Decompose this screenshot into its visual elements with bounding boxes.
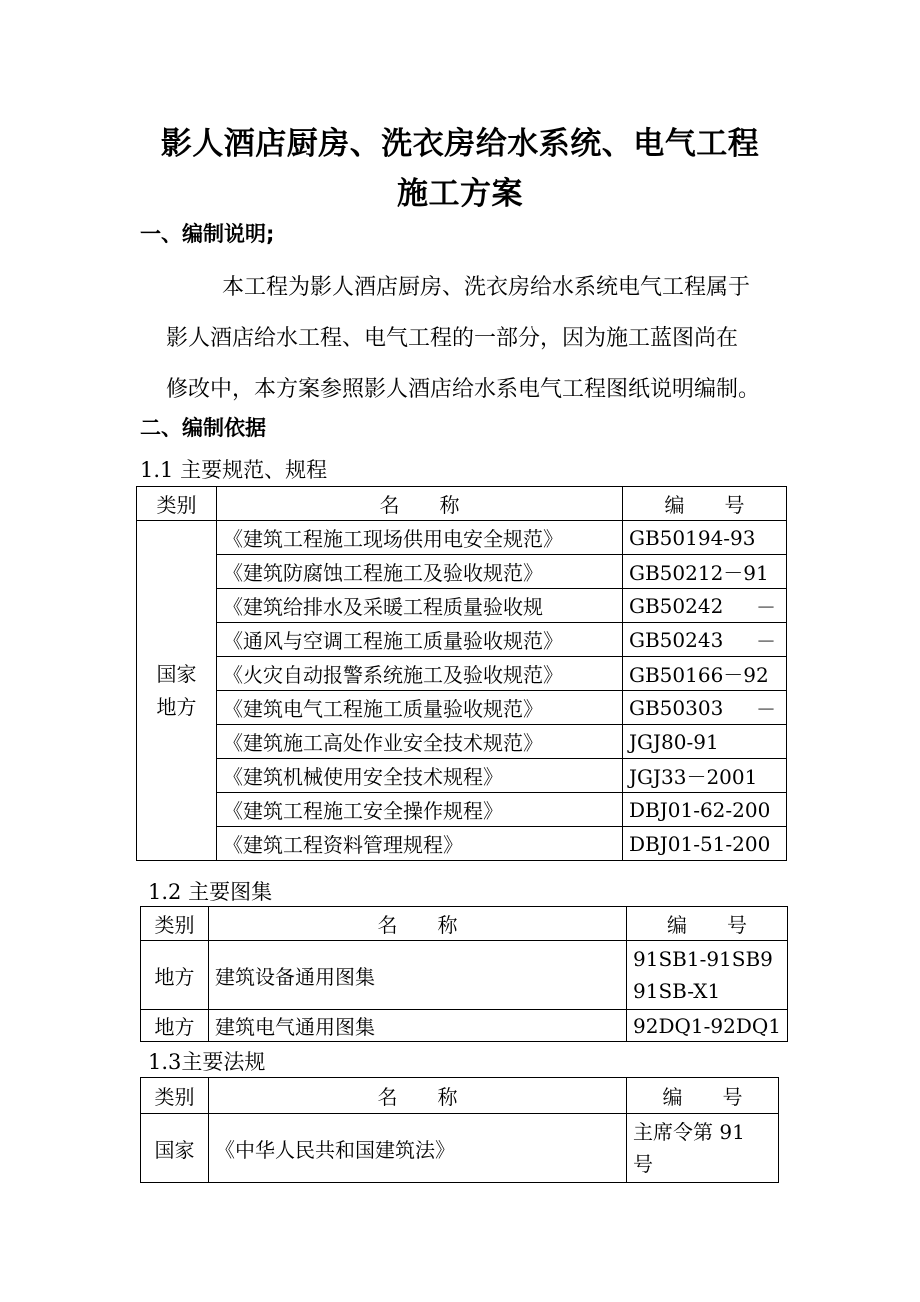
header-code: 编 号	[623, 487, 787, 521]
law-name: 《中华人民共和国建筑法》	[209, 1114, 627, 1183]
header-name: 名 称	[209, 907, 627, 941]
section2-heading: 二、编制依据	[140, 415, 266, 440]
table-header-row	[137, 487, 787, 521]
standard-name: 《建筑防腐蚀工程施工及验收规范》	[217, 555, 623, 589]
standard-code: GB50243	[629, 627, 724, 652]
standard-code-cell	[623, 691, 787, 725]
category-cell	[137, 521, 217, 861]
standard-code-cell	[623, 657, 787, 691]
law-code: 主席令第 91	[633, 1120, 745, 1144]
header-category: 类别	[137, 487, 217, 521]
standard-name: 《建筑机械使用安全技术规程》	[217, 759, 623, 793]
standard-code-cell	[623, 623, 787, 657]
category-text: 国家	[156, 661, 197, 686]
table2-caption: 1.2 主要图集	[148, 880, 273, 904]
table-row	[137, 725, 787, 759]
table1-caption: 1.1 主要规范、规程	[140, 458, 328, 482]
standard-code: JGJ33－2001	[629, 765, 758, 789]
standard-code: GB50166－92	[629, 663, 769, 687]
table-row	[137, 691, 787, 725]
code-dash: －	[756, 697, 776, 721]
table-row	[137, 657, 787, 691]
document-title-line2: 施工方案	[397, 176, 523, 212]
table-row	[137, 589, 787, 623]
standard-code-cell	[623, 793, 787, 827]
table-row	[137, 555, 787, 589]
table3-caption: 1.3主要法规	[148, 1050, 266, 1074]
code-dash: －	[756, 629, 776, 653]
header-code: 编 号	[627, 907, 788, 941]
atlas-name: 建筑电气通用图集	[209, 1010, 627, 1042]
table-row	[137, 521, 787, 555]
standard-code: GB50212－91	[629, 561, 769, 585]
standards-table	[136, 486, 787, 861]
laws-table	[140, 1077, 779, 1183]
category-cell: 国家	[141, 1114, 209, 1183]
atlas-name: 建筑设备通用图集	[209, 941, 627, 1010]
table-row	[137, 759, 787, 793]
standard-code-cell	[623, 555, 787, 589]
standard-name: 《建筑工程施工现场供用电安全规范》	[217, 521, 623, 555]
header-category: 类别	[141, 1078, 209, 1114]
atlas-code-cell	[627, 941, 788, 1010]
standard-code-cell	[623, 759, 787, 793]
document-title-line1: 影人酒店厨房、洗衣房给水系统、电气工程	[160, 126, 760, 162]
standard-name: 《通风与空调工程施工质量验收规范》	[217, 623, 623, 657]
law-code: 号	[633, 1152, 653, 1176]
header-category: 类别	[141, 907, 209, 941]
standard-code: JGJ80-91	[629, 729, 719, 754]
standard-code: GB50194-93	[629, 525, 756, 550]
table-row	[141, 941, 788, 1010]
table-header-row	[141, 907, 788, 941]
category-text: 地方	[156, 694, 197, 719]
table-row	[137, 793, 787, 827]
code-dash: －	[756, 595, 776, 619]
header-name: 名 称	[209, 1078, 627, 1114]
standard-code-cell	[623, 725, 787, 759]
section1-heading: 一、编制说明;	[140, 222, 275, 246]
standard-name: 《建筑给排水及采暖工程质量验收规	[217, 589, 623, 623]
standard-name: 《建筑电气工程施工质量验收规范》	[217, 691, 623, 725]
table-row	[141, 1010, 788, 1042]
header-code: 编 号	[627, 1078, 779, 1114]
law-code-cell	[627, 1114, 779, 1183]
atlas-code: 91SB1-91SB9	[633, 947, 773, 971]
table-row	[137, 827, 787, 861]
table-row	[137, 623, 787, 657]
category-cell: 地方	[141, 1010, 209, 1042]
standard-code: DBJ01-51-200	[629, 831, 771, 856]
paragraph-line: 修改中，本方案参照影人酒店给水系电气工程图纸说明编制。	[166, 377, 761, 402]
section1-paragraph	[166, 262, 788, 415]
atlas-code: 92DQ1-92DQ1	[627, 1010, 788, 1042]
category-cell: 地方	[141, 941, 209, 1010]
atlas-code: 91SB-X1	[633, 979, 721, 1003]
standard-code: GB50303	[629, 695, 724, 720]
paragraph-line: 影人酒店给水工程、电气工程的一部分，因为施工蓝图尚在	[166, 326, 739, 351]
standard-code-cell	[623, 827, 787, 861]
paragraph-line: 本工程为影人酒店厨房、洗衣房给水系统电气工程属于	[222, 275, 751, 300]
atlas-table	[140, 906, 788, 1042]
table-row	[141, 1114, 779, 1183]
standard-name: 《建筑工程施工安全操作规程》	[217, 793, 623, 827]
standard-name: 《建筑工程资料管理规程》	[217, 827, 623, 861]
standard-name: 《建筑施工高处作业安全技术规范》	[217, 725, 623, 759]
standard-name: 《火灾自动报警系统施工及验收规范》	[217, 657, 623, 691]
header-name: 名 称	[217, 487, 623, 521]
standard-code: DBJ01-62-200	[629, 797, 771, 822]
standard-code: GB50242	[629, 593, 724, 618]
table-header-row	[141, 1078, 779, 1114]
standard-code-cell	[623, 589, 787, 623]
standard-code-cell	[623, 521, 787, 555]
